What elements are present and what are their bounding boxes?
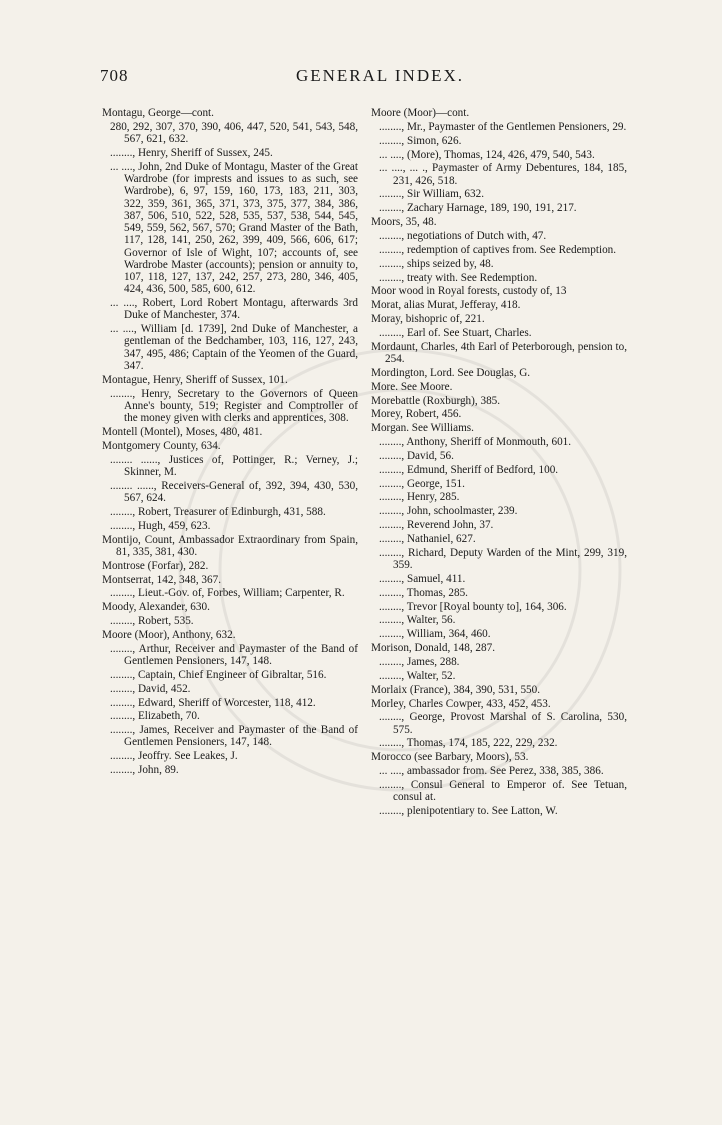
index-entry: ........, Trevor [Royal bounty to], 164, 306. <box>379 600 567 613</box>
index-entry: ........, Henry, Sheriff of Sussex, 245. <box>110 146 273 159</box>
index-entry: ........, Walter, 56. <box>379 614 456 627</box>
index-entry: Mordington, Lord. See Douglas, G. <box>371 366 531 379</box>
index-entry: Montserrat, 142, 348, 367. <box>102 573 222 586</box>
index-entry: Morat, alias Murat, Jefferay, 418. <box>371 299 521 312</box>
index-entry: Montijo, Count, Ambassador Extraordinary from Spain, 81, 335, 381, 430. <box>102 533 358 558</box>
index-entry: ........, Anthony, Sheriff of Monmouth, 601. <box>379 436 572 449</box>
index-entry: ........, Reverend John, 37. <box>379 519 494 532</box>
index-entry: ........ ......, Receivers-General of, 392, 394, 430, 530, 567, 624. <box>110 479 358 505</box>
index-entry: Morlaix (France), 384, 390, 531, 550. <box>371 683 541 696</box>
index-entry: Montague, Henry, Sheriff of Sussex, 101. <box>102 373 288 386</box>
index-entry: ... ...., ambassador from. See Perez, 338, 385, 386. <box>379 765 604 778</box>
index-entry: ........, Consul General to Emperor of. See Tetuan, consul at. <box>379 778 627 804</box>
index-entry: ........, Earl of. See Stuart, Charles. <box>379 326 532 339</box>
index-entry: ........, William, 364, 460. <box>379 628 491 641</box>
index-entry: Morebattle (Roxburgh), 385. <box>371 394 501 407</box>
index-entry: ........, George, 151. <box>379 477 465 490</box>
index-entry: ........, Thomas, 174, 185, 222, 229, 232. <box>379 737 558 750</box>
index-entry: ........, Henry, 285. <box>379 491 460 504</box>
index-entry: ... ...., ... ., Paymaster of Army Debentures, 184, 185, 231, 426, 518. <box>379 162 627 187</box>
index-entry: ... ...., (More), Thomas, 124, 426, 479, 540, 543. <box>379 148 595 161</box>
index-entry: Montagu, George—cont. <box>102 107 214 119</box>
index-entry: ........, Hugh, 459, 623. <box>110 519 211 532</box>
index-entry: ........, Robert, Treasurer of Edinburgh, 431, 588. <box>110 505 326 518</box>
index-entry: ........, Zachary Harnage, 189, 190, 191, 217. <box>379 202 577 215</box>
index-entry: ........, Henry, Secretary to the Governors of Queen Anne's bounty, 519; Register and Comptroller of the money given with clerks and apprentices, 308. <box>110 387 358 425</box>
index-entry: ... ...., Robert, Lord Robert Montagu, afterwards 3rd Duke of Manchester, 374. <box>110 297 358 322</box>
index-column-left <box>102 107 358 778</box>
index-entry: Morison, Donald, 148, 287. <box>371 642 495 655</box>
index-entry: Moore (Moor), Anthony, 632. <box>102 628 236 641</box>
index-entry: ........, David, 56. <box>379 449 454 462</box>
index-entry: ........, treaty with. See Redemption. <box>379 271 538 284</box>
index-entry: ........, Samuel, 411. <box>379 572 466 585</box>
index-entry: 280, 292, 307, 370, 390, 406, 447, 520, 541, 543, 548, 567, 621, 632. <box>110 120 358 146</box>
index-entry: ........, plenipotentiary to. See Latton, W. <box>379 805 558 818</box>
index-entry: Morocco (see Barbary, Moors), 53. <box>371 751 529 764</box>
index-entry: ........, Thomas, 285. <box>379 586 468 599</box>
index-entry: Moray, bishopric of, 221. <box>371 313 485 326</box>
index-entry: ........, redemption of captives from. See Redemption. <box>379 243 617 256</box>
index-entry: ........, George, Provost Marshal of S. Carolina, 530, 575. <box>379 711 627 736</box>
index-entry: ........, Edward, Sheriff of Worcester, 118, 412. <box>110 696 316 709</box>
index-entry: ........ ......, Justices of, Pottinger, R.; Verney, J.; Skinner, M. <box>110 453 358 478</box>
index-entry: ........, Simon, 626. <box>379 134 462 147</box>
index-entry: ........, Elizabeth, 70. <box>110 710 200 723</box>
index-entry: Montgomery County, 634. <box>102 439 221 452</box>
index-entry: ........, John, schoolmaster, 239. <box>379 505 518 518</box>
index-entry: ... ...., William [d. 1739], 2nd Duke of Manchester, a gentleman of the Bedchamber, 103, 116, 127, 243, 347, 495, 486; Captain of the Yeomen of the Guard, 347. <box>110 323 358 372</box>
index-entry: ........, Robert, 535. <box>110 615 194 628</box>
index-entry: ........, James, Receiver and Paymaster of the Band of Gentlemen Pensioners, 147, 148. <box>110 724 358 749</box>
index-entry: ........, Lieut.-Gov. of, Forbes, William; Carpenter, R. <box>110 587 345 600</box>
index-entry: Morley, Charles Cowper, 433, 452, 453. <box>371 697 551 710</box>
index-entry: Moors, 35, 48. <box>371 216 437 229</box>
index-entry: ........, ships seized by, 48. <box>379 257 494 270</box>
index-entry: Montell (Montel), Moses, 480, 481. <box>102 426 263 438</box>
index-entry: ........, Nathaniel, 627. <box>379 532 476 545</box>
index-entry: ........, Jeoffry. See Leakes, J. <box>110 750 238 763</box>
index-entry: ........, John, 89. <box>110 764 179 777</box>
index-entry: Morgan. See Williams. <box>371 422 474 435</box>
page-header <box>100 66 660 88</box>
index-entry: ... ...., John, 2nd Duke of Montagu, Master of the Great Wardrobe (for imprests and issues to as such, see Wardrobe), 6, 97, 159, 160, 173, 183, 211, 303, 322, 359, 361, 365, 371, 373, 375, 377, 384, 386, 387, 506, 510, 522, 528, 535, 537, 538, 544, 545, 549, 559, 562, 567, 570; Grand Master of the Bath, 117, 128, 141, 250, 262, 399, 409, 566, 606, 617; Governor of Isle of Wight, 107; accounts of, see Wardrobe Master (accounts); pension or annuity to, 107, 118, 127, 137, 242, 257, 273, 280, 346, 405, 424, 436, 500, 585, 600, 612. <box>110 160 358 296</box>
index-entry: Moody, Alexander, 630. <box>102 601 210 614</box>
index-entry: Moore (Moor)—cont. <box>371 107 470 119</box>
page-title: GENERAL INDEX. <box>295 66 465 85</box>
index-entry: Morey, Robert, 456. <box>371 408 462 421</box>
index-entry: Montrose (Forfar), 282. <box>102 559 209 572</box>
index-entry: ........, Captain, Chief Engineer of Gibraltar, 516. <box>110 668 327 681</box>
index-entry: ........, Edmund, Sheriff of Bedford, 100. <box>379 463 559 476</box>
index-entry: Moor wood in Royal forests, custody of, 13 <box>371 285 567 298</box>
index-entry: ........, James, 288. <box>379 655 460 668</box>
index-entry: ........, negotiations of Dutch with, 47. <box>379 230 547 242</box>
index-entry: ........, Sir William, 632. <box>379 188 485 201</box>
page-number: 708 <box>100 66 129 85</box>
index-entry: ........, Walter, 52. <box>379 669 456 682</box>
index-entry: More. See Moore. <box>371 380 453 393</box>
index-entry: ........, Richard, Deputy Warden of the Mint, 299, 319, 359. <box>379 546 627 572</box>
index-entry: ........, Mr., Paymaster of the Gentlemen Pensioners, 29. <box>379 120 627 133</box>
index-column-right <box>371 107 627 819</box>
index-entry: ........, Arthur, Receiver and Paymaster of the Band of Gentlemen Pensioners, 147, 148. <box>110 642 358 667</box>
index-entry: Mordaunt, Charles, 4th Earl of Peterborough, pension to, 254. <box>371 340 627 365</box>
index-entry: ........, David, 452. <box>110 682 191 695</box>
